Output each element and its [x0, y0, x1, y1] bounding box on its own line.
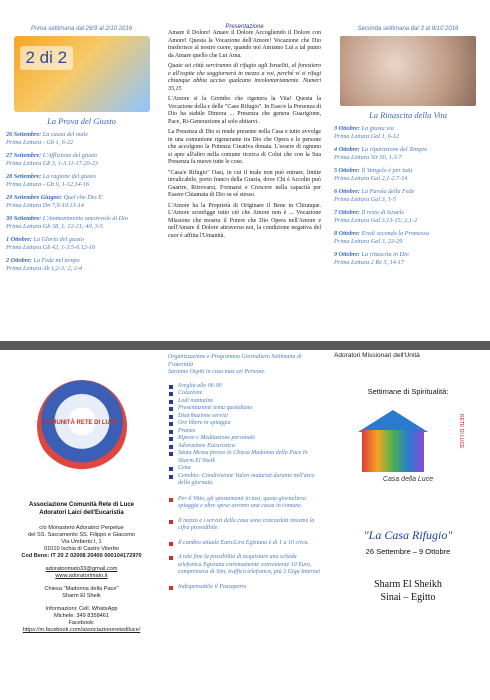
presentation-header: Presentazione: [225, 24, 264, 30]
week-two-column: [326, 0, 490, 341]
reading-entry: [6, 173, 157, 189]
notes-list: [168, 496, 321, 592]
reading-day: 5 Ottobre:: [334, 167, 360, 174]
note-item: A tale fine la possibilità di acquistare una scheda telefonica Egiziana estremamente conveniente 10 Euro, comprensiva di Sim, traffico telefonico, più 2 Giga Internet: [168, 554, 321, 577]
note-item: Indispensabile il Passaporto: [168, 584, 321, 592]
program-subtitle: Saranno Ospiti in casa max sei Persone.: [168, 369, 266, 375]
reading-reference: Prima Lettura Gb 3, 1-3.11-17.20-23: [6, 160, 98, 167]
program-item: Lodi mattutine: [168, 398, 321, 406]
reading-day: 2 Ottobre:: [6, 257, 32, 264]
reading-title: Quel che Dio E': [63, 194, 104, 201]
reading-reference: Prima Lettura Dn 7,9-10.13-14: [6, 202, 84, 209]
week-one-header: Prima settimana dal 26/9 al 2/10 2016: [30, 26, 133, 32]
reading-entry: [334, 251, 482, 267]
reading-entry: [6, 194, 157, 210]
presentation-paragraph: L'Amore si fa Grembo che rigenera la Vita! Questa la Vocazione della e delle "Case Rifugio". In Esse/e la Presenza di Dio ha stabile Dimora ... Presenza che genera Guarigione, Pace, Ri-Generazione al solo abitarvi.: [168, 96, 321, 125]
presentation-paragraph: L'Amore ha la Proprietà di Originare il Bene in Chiunque. L'Amore sconfigge tutto ciò che Amore non è ... Vocazione Missione che mostra il Potere che Dio Opera nell'Amore e nell'Amare il Dolore attraverso noi, la condizione negativa del cuor è affitta l'Umanità.: [168, 202, 321, 239]
reading-reference: Prima Lettura Gal 3, 1-5: [334, 196, 397, 203]
house-label: Casa della Luce: [382, 476, 434, 483]
program-item: Ore libere in spiaggia: [168, 420, 321, 428]
week-two-title: La Rinascita della Vita: [369, 110, 447, 120]
program-item: Cena: [168, 465, 321, 473]
program-item: Colazione: [168, 390, 321, 398]
reading-reference: Prima Lettura Gal 2,1-2.7-14: [334, 175, 408, 182]
presentation-paragraph: "Casa/e Rifugio" Oasi, in cui il male non può entrare, limite invalicabile, porto franco della Grazia, dove Chi è Accolto può Guarire, Ritrovarsi, Formarsi e Crescere nella capacità per Essere Chiamata di Dio su sé stesso.: [168, 169, 321, 198]
reading-entry: [334, 167, 482, 183]
program-item: Cenobio: Condivisione Valori maturati durante nell'arco della giornata.: [168, 473, 321, 488]
presentation-paragraph: Quate sei città serviranno di rifugio agli Israeliti, al forestiero e all'ospite che soggiornerà in mezzo a voi, perché vi si rifugi chiunque abbia ucciso qualcuno involontariamente. Numeri 35,15: [168, 63, 321, 92]
reading-entry: [6, 236, 157, 252]
reading-title: La Gloria del giusto: [33, 236, 84, 243]
presentation-paragraph: Amare il Dolore! Amare il Dolore Accogliendo il Dolore con Amore! Questa la Vocazione dell'Amore! Vocazione che Dio trasferisce al nostro cuore, quando noi Amiamo Lui a tal punto da Amare quello che Lui Ama.: [168, 30, 321, 59]
event-place: [334, 578, 482, 604]
reading-title: Il Vangelo è per tutti: [361, 167, 413, 174]
brochure-page-back: [0, 350, 490, 700]
reading-day: 3 Ottobre:: [334, 125, 360, 132]
program-item: Santa Messa presso la Chiesa Madonna della Pace In Sharm El Sheik: [168, 450, 321, 465]
reading-reference: Prima Lettura Gb 42, 1-3.5-6.12-16: [6, 244, 96, 251]
facebook-link[interactable]: https://m.facebook.com/associazioneretediluce/: [22, 627, 141, 633]
reading-entry: [6, 257, 157, 273]
reading-title: La ragione del giusto: [42, 173, 96, 180]
place-region: Sinai – Egitto: [380, 592, 436, 603]
reading-entry: [6, 131, 157, 147]
reading-title: La rinascita in Dio: [361, 251, 409, 258]
vertical-text: RETE DI LUCE: [458, 414, 464, 449]
reading-day: 9 Ottobre:: [334, 251, 360, 258]
program-item: Presentazione tema quotidiano: [168, 405, 321, 413]
reading-reference: Prima Lettura 2 Re 5, 14-17: [334, 259, 405, 266]
note-item: Per il Vitto, gli spostamenti in taxi, quota giornaliera spiaggia e altre spese avremo una cassa in comune.: [168, 496, 321, 511]
week-two-header: Seconda settimana dal 3 al 9/10 2016: [357, 26, 459, 32]
reading-day: 26 Settembre:: [6, 131, 42, 138]
reading-entry: [334, 230, 482, 246]
daily-program-list: [168, 383, 321, 488]
mission-title: Adoratori Missionari dell'Unità: [334, 352, 420, 359]
program-title: Organizzazione e Programma Giornaliero Settimana di Fraternità: [168, 354, 302, 368]
reading-day: 1 Ottobre:: [6, 236, 32, 243]
reading-day: 6 Ottobre:: [334, 188, 360, 195]
program-item: Riposo e Meditazione personale: [168, 435, 321, 443]
reading-day: 7 Ottobre:: [334, 209, 360, 216]
week-one-list: [6, 131, 157, 273]
reading-reference: Prima Lettura - Gb 1, 6-22: [6, 139, 74, 146]
reading-title: La causa del male: [42, 131, 88, 138]
contact-info: Informazioni: Cell. WhatsApp Michele: 349 8358461 Facebook:: [45, 606, 118, 626]
cover-image: [14, 36, 150, 112]
address-block: [6, 525, 157, 634]
community-logo: [37, 380, 127, 472]
house-logo: [348, 406, 468, 498]
reading-day: 4 Ottobre:: [334, 146, 360, 153]
website-link[interactable]: www.adoratorimato.it: [55, 573, 108, 579]
note-item: Il cambio attuale Euro/Lira Egiziana è di 1 a 10 circa.: [168, 540, 321, 548]
roof-shape: [358, 410, 428, 432]
house-shape: [362, 430, 424, 472]
logo-text: COMUNITÀ RETE DI LUCE: [42, 420, 119, 426]
program-item: Distribuzione servizi: [168, 413, 321, 421]
address: c/o Monastero Adoratrici Perpetue del SS. Sacramento SS. Filippo e Giacomo Via Umberto I, 1 01010 Ischia di Castro Viterbo: [28, 525, 135, 552]
note-item: Il mezzo e i servizi della casa sono concordati insieme la cifra prevedibile.: [168, 518, 321, 533]
reading-day: 30 Settembre:: [6, 215, 42, 222]
email-link[interactable]: adoratorimato33@gmail.com: [45, 566, 118, 572]
event-dates: 26 Settembre – 9 Ottobre: [365, 547, 451, 556]
contact-column: [0, 350, 163, 700]
reading-title: Eredi secondo la Promessa: [361, 230, 429, 237]
reading-title: L'Ammonimento amorevole di Dio: [42, 215, 128, 222]
week-one-column: [0, 0, 163, 341]
week-one-title: La Prova del Giusto: [47, 116, 116, 126]
reading-title: L'Afflizione del giusto: [42, 152, 98, 159]
bank-code: Cod Bene: IT 20 Z 02008 20400 000104172970: [21, 553, 142, 559]
reading-entry: [334, 209, 482, 225]
reading-reference: Prima Lettura Gal 1, 6-12: [334, 133, 400, 140]
casa-rifugio-title: "La Casa Rifugio": [363, 528, 453, 542]
reading-reference: Prima Lettura Gb 38, 1. 12-21; 40, 3-5: [6, 223, 103, 230]
reading-title: Il resto di Israele: [361, 209, 405, 216]
reading-day: 28 Settembre:: [6, 173, 42, 180]
reading-title: La riparazione del Tempio: [361, 146, 428, 153]
reading-entry: [6, 152, 157, 168]
presentation-text: [168, 30, 321, 240]
sculpture-image: [340, 36, 476, 106]
reading-entry: [6, 215, 157, 231]
program-item: Adorazione Eucaristica: [168, 443, 321, 451]
week-two-list: [334, 125, 482, 267]
reading-reference: Prima Lettura Gal 3, 22-29: [334, 238, 403, 245]
reading-day: 8 Ottobre:: [334, 230, 360, 237]
reading-reference: Prima Lettura Sir 50, 1.3-7: [334, 154, 402, 161]
reading-day: 27 Settembre:: [6, 152, 42, 159]
page-badge: 2 di 2: [20, 46, 74, 70]
program-item: Sveglia alle 06:00: [168, 383, 321, 391]
reading-title: La giusta via: [361, 125, 394, 132]
program-item: Pranzo: [168, 428, 321, 436]
organization-name: Associazione Comunità Rete di Luce Adoratori Laici dell'Eucaristia: [28, 502, 135, 516]
brochure-page-front: [0, 0, 490, 341]
presentation-paragraph: La Presenza di Dio si rende presente nella Casa e tutto avvolge in una comunione rigenerante tra Dio che Opera e le persone che accolgono la Potenza Creativa donata. L'essere di ognuno si apre all'altro nella comune ricerca di Colui che con la Sua Presenza fa nuove tutte le cose.: [168, 129, 321, 165]
reading-title: La Fede nel tempo: [33, 257, 80, 264]
reading-entry: [334, 125, 482, 141]
presentation-column: [163, 0, 326, 341]
reading-entry: [334, 146, 482, 162]
place-city: Sharm El Sheikh: [374, 579, 442, 590]
spirituality-heading: Settimane di Spiritualità:: [367, 387, 449, 396]
reading-reference: Prima Lettura Gal 3,13-15; 2,1-2: [334, 217, 418, 224]
church-name: Chiesa "Madonna della Pace" Sharm El Sheik: [44, 586, 119, 599]
reading-reference: Prima Lettura - Gb 9, 1-12.14-16: [6, 181, 90, 188]
reading-title: La Parola della Fede: [361, 188, 415, 195]
reading-entry: [334, 188, 482, 204]
reading-day: 29 Settembre Giugno:: [6, 194, 63, 201]
reading-reference: Prima Lettura Ab 1,2-3; 2, 2-4: [6, 265, 83, 272]
cover-column: [326, 350, 490, 700]
program-column: [163, 350, 326, 700]
